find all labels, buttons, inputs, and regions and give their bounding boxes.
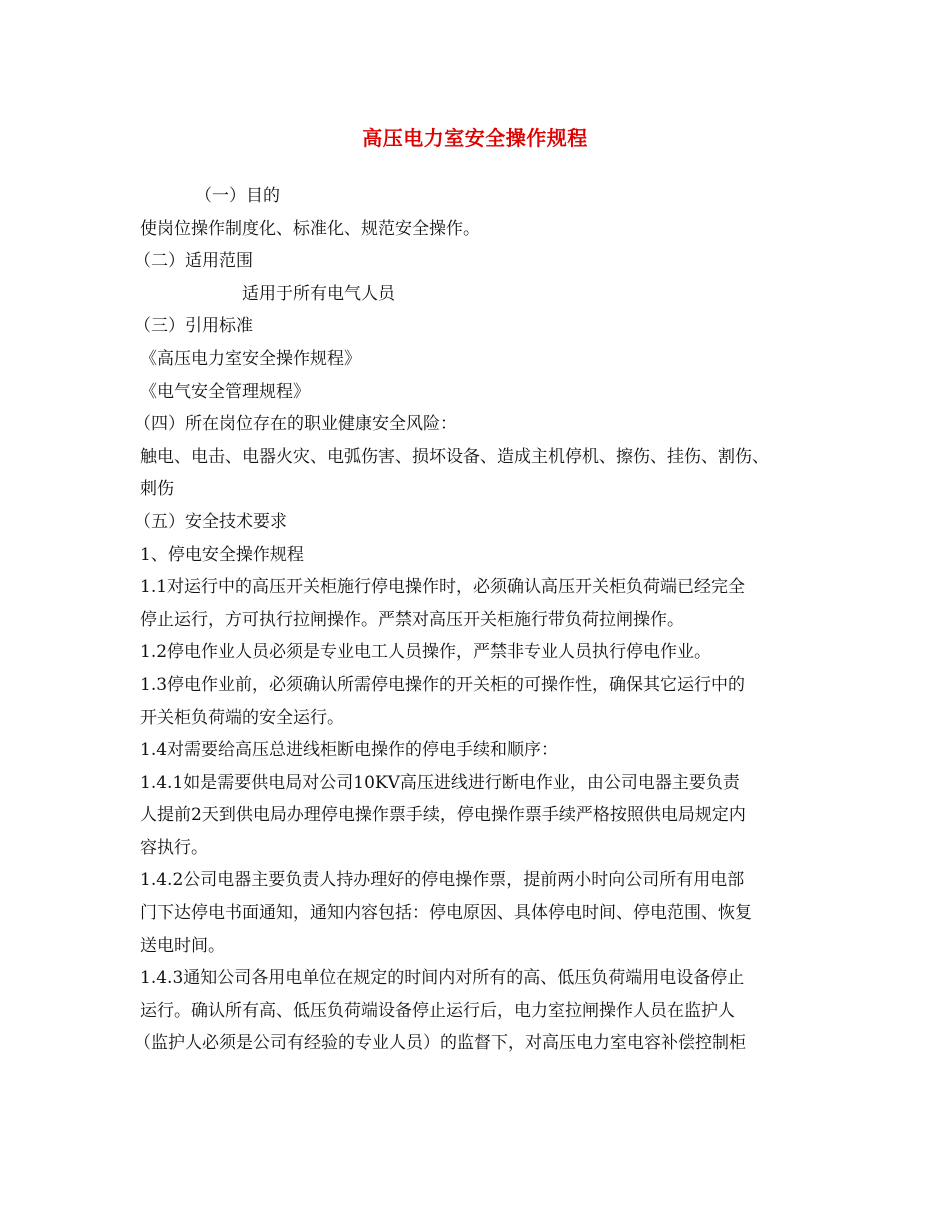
- section-heading-purpose: （一）目的: [195, 186, 280, 206]
- paragraph-line: 1.3停电作业前，必须确认所需停电操作的开关柜的可操作性，确保其它运行中的: [140, 674, 746, 695]
- paragraph-line: 适用于所有电气人员: [242, 283, 395, 304]
- paragraph-line: 触电、电击、电器火灾、电弧伤害、损坏设备、造成主机停机、擦伤、挂伤、割伤、: [140, 446, 769, 467]
- paragraph-line: 开关柜负荷端的安全运行。: [140, 707, 344, 728]
- paragraph-line: 送电时间。: [140, 935, 225, 956]
- section-heading-scope: （二）适用范围: [134, 251, 253, 272]
- paragraph-line: 1.1对运行中的高压开关柜施行停电操作时，必须确认高压开关柜负荷端已经完全: [140, 577, 746, 598]
- reference-item: 《高压电力室安全操作规程》: [140, 348, 361, 369]
- paragraph-line: 人提前2天到供电局办理停电操作票手续，停电操作票手续严格按照供电局规定内: [140, 805, 746, 826]
- section-heading-requirements: （五）安全技术要求: [134, 511, 287, 532]
- paragraph-line: 刺伤: [140, 479, 174, 500]
- section-heading-references: （三）引用标准: [134, 316, 253, 337]
- paragraph-line: 运行。确认所有高、低压负荷端设备停止运行后，电力室拉闸操作人员在监护人: [140, 1000, 735, 1021]
- document-body: [134, 180, 830, 1060]
- paragraph-line: 1.4.3通知公司各用电单位在规定的时间内对所有的高、低压负荷端用电设备停止: [140, 968, 745, 989]
- paragraph-line: 门下达停电书面通知，通知内容包括：停电原因、具体停电时间、停电范围、恢复: [140, 903, 752, 924]
- reference-item: 《电气安全管理规程》: [140, 381, 310, 402]
- section-heading-risks: （四）所在岗位存在的职业健康安全风险：: [134, 414, 457, 435]
- paragraph-line: （监护人必须是公司有经验的专业人员）的监督下，对高压电力室电容补偿控制柜: [134, 1033, 746, 1054]
- paragraph-line: 使岗位操作制度化、标准化、规范安全操作。: [140, 218, 480, 239]
- paragraph-line: 1.4.1如是需要供电局对公司10KV高压进线进行断电作业，由公司电器主要负责: [140, 772, 740, 793]
- paragraph-line: 1.2停电作业人员必须是专业电工人员操作，严禁非专业人员执行停电作业。: [140, 642, 712, 663]
- subsection-heading: 1、停电安全操作规程: [140, 544, 304, 565]
- paragraph-line: 容执行。: [140, 837, 208, 858]
- paragraph-line: 1.4对需要给高压总进线柜断电操作的停电手续和顺序：: [140, 740, 559, 761]
- paragraph-line: 1.4.2公司电器主要负责人持办理好的停电操作票，提前两小时向公司所有用电部: [140, 870, 745, 891]
- document-title: 高压电力室安全操作规程: [362, 126, 588, 150]
- paragraph-line: 停止运行，方可执行拉闸操作。严禁对高压开关柜施行带负荷拉闸操作。: [140, 609, 684, 630]
